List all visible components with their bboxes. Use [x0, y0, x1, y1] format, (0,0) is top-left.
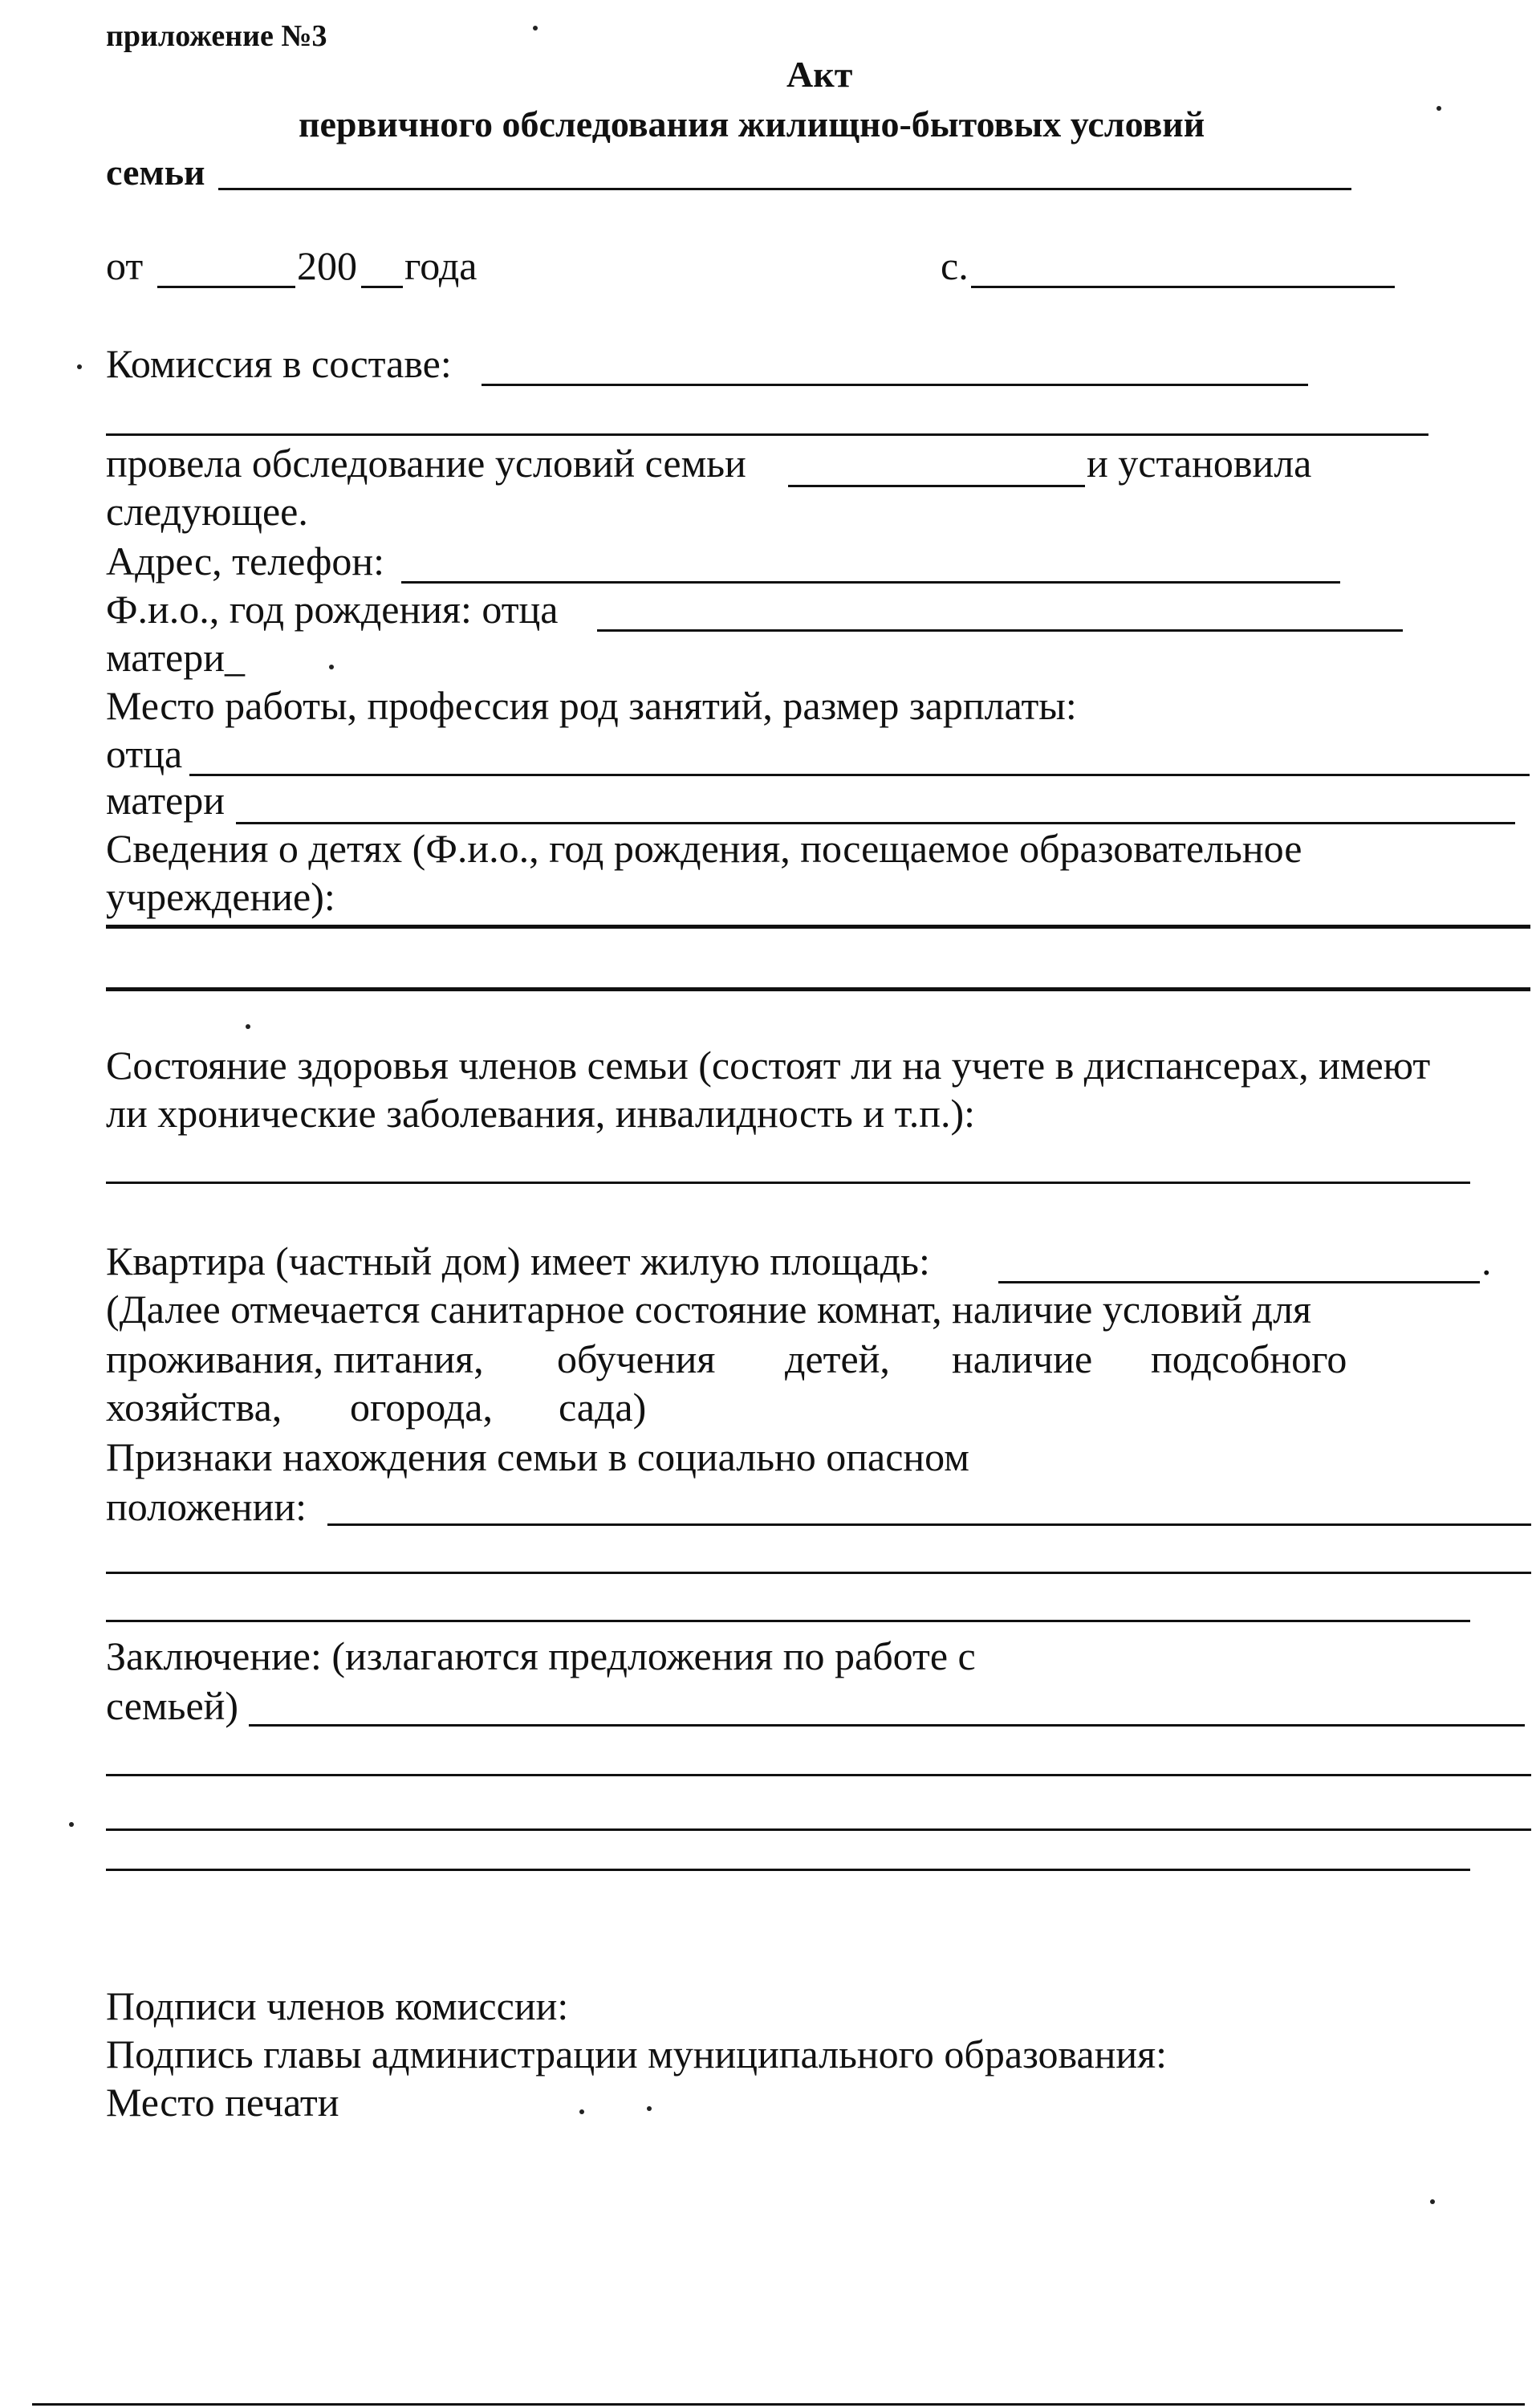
- children-label-2: учреждение):: [106, 874, 335, 919]
- scan-speck: [329, 665, 334, 669]
- date-year-prefix: 200: [297, 243, 357, 288]
- family-blank[interactable]: [218, 188, 1351, 190]
- commission-label: Комиссия в составе:: [106, 341, 452, 386]
- date-day-blank[interactable]: [157, 286, 295, 288]
- sanitary-word-1: проживания, питания,: [106, 1336, 484, 1381]
- address-blank[interactable]: [401, 581, 1340, 584]
- date-year-blank[interactable]: [361, 286, 403, 288]
- bottom-rule: [32, 2403, 1525, 2406]
- family-label: семьи: [106, 152, 205, 193]
- sanitary-word-2: обучения: [557, 1336, 716, 1381]
- appendix-label: приложение №3: [106, 19, 327, 53]
- sanitary-word-7: огорода,: [350, 1385, 493, 1430]
- work-father-label: отца: [106, 731, 183, 776]
- following-text: следующее.: [106, 489, 308, 534]
- scan-speck: [77, 364, 82, 369]
- scan-speck: [1437, 106, 1441, 111]
- title-subtitle: первичного обследования жилищно-бытовых условий: [299, 104, 1205, 144]
- scan-speck: [1430, 2199, 1435, 2204]
- sanitary-word-8: сада): [559, 1385, 647, 1430]
- commission-blank-2[interactable]: [106, 433, 1428, 436]
- danger-blank-3[interactable]: [106, 1620, 1470, 1622]
- address-label: Адрес, телефон:: [106, 539, 385, 584]
- conclusion-blank-4[interactable]: [106, 1869, 1470, 1871]
- stamp-place-label: Место печати: [106, 2080, 339, 2125]
- work-heading: Место работы, профессия род занятий, размер зарплаты:: [106, 683, 1077, 728]
- danger-blank-1[interactable]: [327, 1523, 1531, 1526]
- sanitary-word-4: наличие: [952, 1336, 1093, 1381]
- conclusion-blank-3[interactable]: [106, 1828, 1531, 1831]
- conclusion-label: Заключение: (излагаются предложения по работе с: [106, 1633, 976, 1678]
- scan-speck: [246, 1024, 250, 1029]
- father-fio-label: Ф.и.о., год рождения: отца: [106, 587, 559, 632]
- date-from-label: от: [106, 243, 144, 288]
- survey-text: провела обследование условий семьи: [106, 441, 746, 486]
- sanitary-word-3: детей,: [785, 1336, 890, 1381]
- work-father-blank[interactable]: [189, 774, 1530, 776]
- sanitary-text-1: (Далее отмечается санитарное состояние комнат, наличие условий для: [106, 1287, 1312, 1332]
- children-blank-1[interactable]: [106, 925, 1530, 929]
- apartment-area-blank[interactable]: [998, 1281, 1480, 1283]
- mother-fio-label: матери_: [106, 635, 245, 680]
- danger-label-2: положении:: [106, 1484, 307, 1529]
- children-blank-2[interactable]: [106, 987, 1530, 991]
- date-year-suffix: года: [404, 243, 477, 288]
- conclusion-label-2: семьей): [106, 1683, 239, 1728]
- children-label: Сведения о детях (Ф.и.о., год рождения, посещаемое образовательное: [106, 826, 1302, 871]
- sanitary-word-6: хозяйства,: [106, 1385, 282, 1430]
- apartment-end: .: [1481, 1239, 1492, 1283]
- work-mother-label: матери: [106, 778, 225, 823]
- survey-family-blank[interactable]: [788, 485, 1085, 487]
- apartment-label: Квартира (частный дом) имеет жилую площадь:: [106, 1239, 930, 1283]
- danger-blank-2[interactable]: [106, 1572, 1531, 1574]
- health-blank[interactable]: [106, 1182, 1470, 1184]
- title-act: Акт: [786, 54, 853, 95]
- work-mother-blank[interactable]: [236, 822, 1515, 824]
- commission-signatures-label: Подписи членов комиссии:: [106, 1983, 569, 2028]
- commission-blank-1[interactable]: [482, 384, 1308, 386]
- danger-label: Признаки нахождения семьи в социально опасном: [106, 1434, 969, 1479]
- scan-speck: [579, 2109, 584, 2114]
- scan-speck: [69, 1822, 74, 1827]
- conclusion-blank-1[interactable]: [249, 1724, 1525, 1727]
- father-fio-blank[interactable]: [597, 629, 1403, 632]
- survey-text-end: и установила: [1087, 441, 1312, 486]
- village-label: с.: [941, 243, 969, 288]
- scan-speck: [533, 26, 538, 31]
- health-label: Состояние здоровья членов семьи (состоят ли на учете в диспансерах, имеют: [106, 1043, 1431, 1088]
- scan-speck: [647, 2106, 652, 2111]
- health-label-2: ли хронические заболевания, инвалидность и т.п.):: [106, 1091, 976, 1136]
- conclusion-blank-2[interactable]: [106, 1774, 1531, 1776]
- village-blank[interactable]: [971, 286, 1395, 288]
- head-signature-label: Подпись главы администрации муниципального образования:: [106, 2032, 1168, 2076]
- sanitary-word-5: подсобного: [1151, 1336, 1347, 1381]
